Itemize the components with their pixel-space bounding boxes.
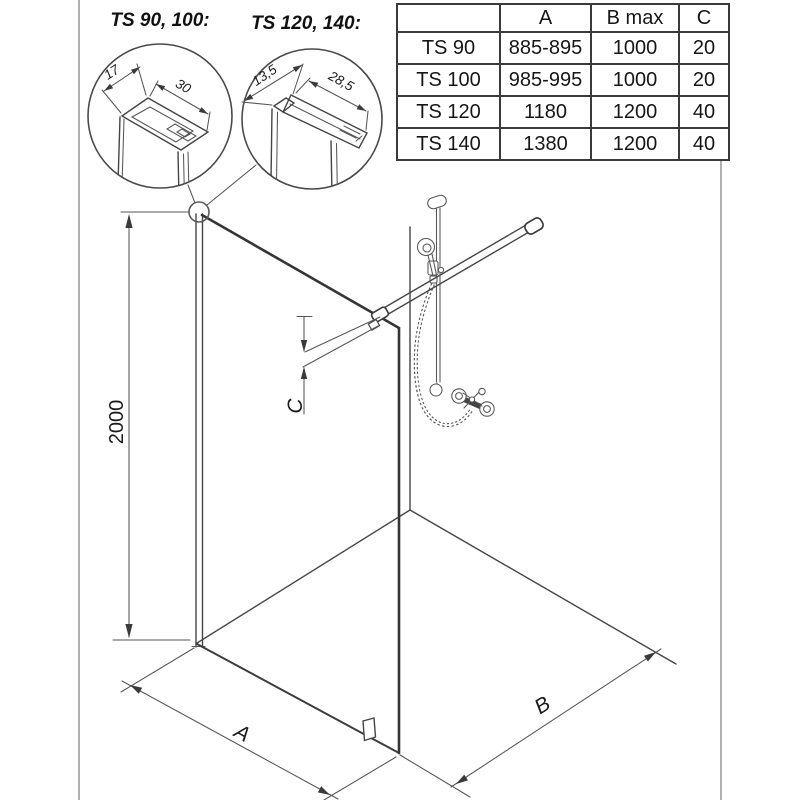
mixer-valves xyxy=(452,388,494,416)
rail-top-cap xyxy=(426,194,447,210)
right-detail-circle xyxy=(242,13,382,198)
shower-head xyxy=(418,239,435,256)
a-cell: 985-995 xyxy=(500,64,591,96)
table-row xyxy=(397,128,729,160)
glass-top-edge xyxy=(202,215,399,328)
a-cell: 1180 xyxy=(500,96,591,128)
c-cell: 20 xyxy=(679,32,729,64)
depth-dim-label: B xyxy=(530,692,555,719)
detail-marker-circle xyxy=(189,202,209,222)
table-row xyxy=(397,32,729,64)
c-cell: 40 xyxy=(679,128,729,160)
header-c: C xyxy=(679,4,729,32)
right-width-dim-label: 13,5 xyxy=(249,61,280,89)
dim-width-A xyxy=(121,648,396,800)
dim-height-2000 xyxy=(106,212,190,640)
header-a: A xyxy=(500,4,591,32)
table-header-row xyxy=(397,4,729,32)
height-dim-label: 2000 xyxy=(106,399,128,445)
dim-depth-B xyxy=(400,649,661,797)
wall-profile xyxy=(192,214,205,647)
table-row xyxy=(397,96,729,128)
header-b-max: B max xyxy=(591,4,679,32)
right-detail-title: TS 120, 140: xyxy=(251,13,361,34)
table-row xyxy=(397,64,729,96)
shower-rail xyxy=(426,194,447,396)
right-length-dim-label: 28,5 xyxy=(326,68,357,94)
left-detail-title: TS 90, 100: xyxy=(110,10,210,31)
model-cell: TS 90 xyxy=(397,32,500,64)
model-cell: TS 100 xyxy=(397,64,500,96)
header-model xyxy=(397,4,500,32)
spec-table xyxy=(396,3,730,161)
b-max-cell: 1000 xyxy=(591,64,679,96)
support-bar xyxy=(368,216,544,330)
a-cell: 885-895 xyxy=(500,32,591,64)
dim-offset-C xyxy=(284,317,380,415)
width-dim-label: A xyxy=(230,719,254,747)
b-max-cell: 1000 xyxy=(591,32,679,64)
left-length-dim-label: 30 xyxy=(172,75,194,97)
model-cell: TS 120 xyxy=(397,96,500,128)
left-width-dim-label: 17 xyxy=(101,61,122,83)
slider-knob xyxy=(438,267,443,272)
glass-panel xyxy=(197,215,399,753)
left-detail-circle xyxy=(88,10,232,200)
model-cell: TS 140 xyxy=(397,128,500,160)
bottom-bracket xyxy=(363,718,376,741)
b-max-cell: 1200 xyxy=(591,96,679,128)
shower-hose xyxy=(416,284,472,425)
c-cell: 40 xyxy=(679,96,729,128)
a-cell: 1380 xyxy=(500,128,591,160)
c-cell: 20 xyxy=(679,64,729,96)
b-max-cell: 1200 xyxy=(591,128,679,160)
rail-bottom-cap xyxy=(430,384,442,396)
bar-offset-dim-label: C xyxy=(284,398,307,414)
